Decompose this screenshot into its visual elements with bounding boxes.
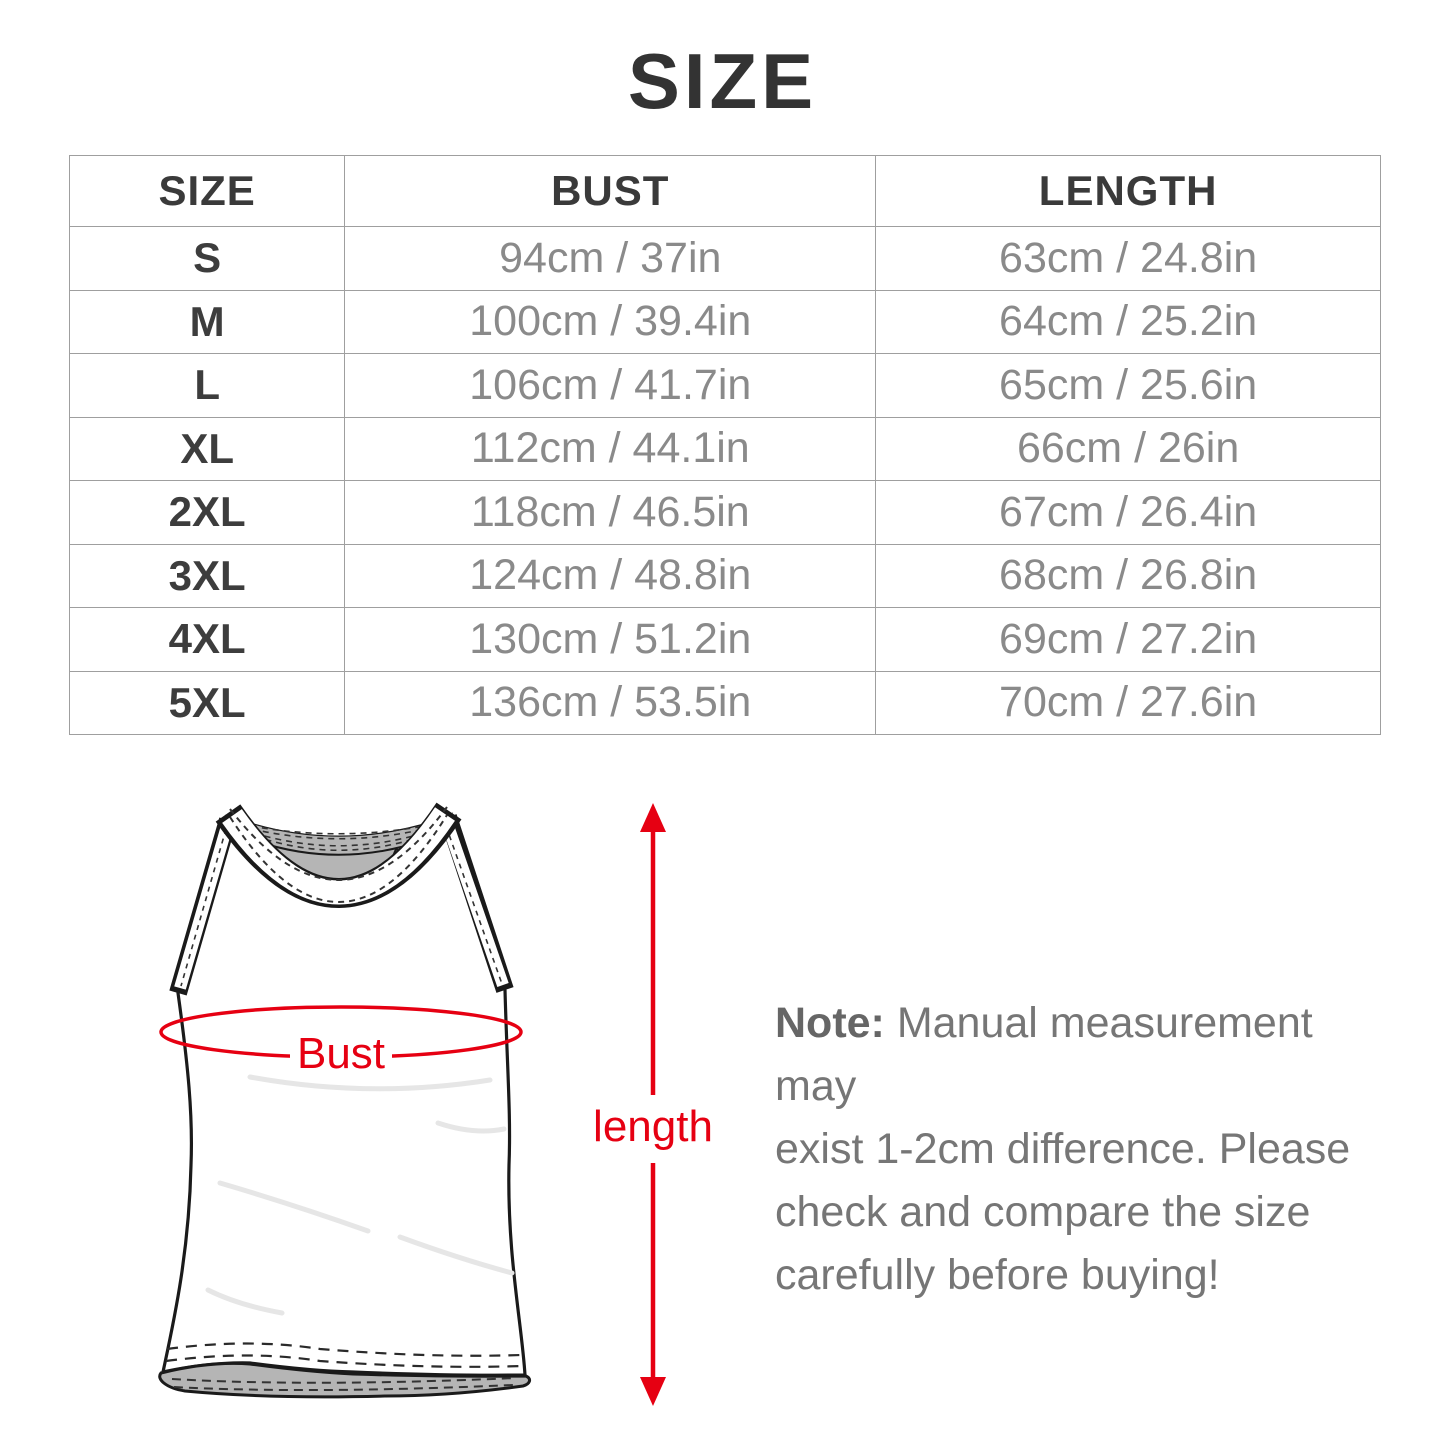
bust-cell: 124cm / 48.8in — [345, 544, 876, 608]
length-cell: 63cm / 24.8in — [876, 227, 1381, 291]
table-row — [70, 417, 1381, 481]
page-title: SIZE — [627, 37, 818, 125]
length-cell: 69cm / 27.2in — [876, 608, 1381, 672]
size-cell: 4XL — [70, 608, 345, 672]
length-cell: 64cm / 25.2in — [876, 290, 1381, 354]
length-cell: 65cm / 25.6in — [876, 354, 1381, 418]
note-line-1: Manual measurement may — [775, 999, 1313, 1110]
size-cell: XL — [70, 417, 345, 481]
table-row — [70, 354, 1381, 418]
size-cell: S — [70, 227, 345, 291]
length-cell: 66cm / 26in — [876, 417, 1381, 481]
table-row — [70, 671, 1381, 735]
size-cell: 5XL — [70, 671, 345, 735]
length-arrow-down-icon — [640, 1377, 666, 1406]
note-line-2: exist 1-2cm difference. Please — [775, 1125, 1351, 1173]
size-cell: M — [70, 290, 345, 354]
note-line-4: carefully before buying! — [775, 1251, 1220, 1299]
bust-cell: 94cm / 37in — [345, 227, 876, 291]
bust-cell: 100cm / 39.4in — [345, 290, 876, 354]
header-size: SIZE — [70, 156, 345, 227]
bust-cell: 118cm / 46.5in — [345, 481, 876, 545]
table-row — [70, 290, 1381, 354]
size-cell: L — [70, 354, 345, 418]
note-text — [775, 992, 1375, 1307]
bust-cell: 130cm / 51.2in — [345, 608, 876, 672]
length-measurement — [593, 803, 713, 1406]
header-length: LENGTH — [876, 156, 1381, 227]
table-row — [70, 481, 1381, 545]
length-cell: 67cm / 26.4in — [876, 481, 1381, 545]
table-row — [70, 227, 1381, 291]
bust-cell: 136cm / 53.5in — [345, 671, 876, 735]
tank-top-illustration — [160, 807, 530, 1397]
bust-cell: 112cm / 44.1in — [345, 417, 876, 481]
table-header-row — [70, 156, 1381, 227]
length-cell: 70cm / 27.6in — [876, 671, 1381, 735]
table-row — [70, 608, 1381, 672]
size-cell: 3XL — [70, 544, 345, 608]
length-label: length — [593, 1102, 713, 1151]
header-bust: BUST — [345, 156, 876, 227]
size-table — [69, 155, 1381, 735]
note-label: Note: — [775, 999, 885, 1047]
note-line-3: check and compare the size — [775, 1188, 1311, 1236]
table-row — [70, 544, 1381, 608]
length-cell: 68cm / 26.8in — [876, 544, 1381, 608]
garment-measurement-diagram — [70, 785, 760, 1445]
length-arrow-up-icon — [640, 803, 666, 832]
bust-cell: 106cm / 41.7in — [345, 354, 876, 418]
bust-label: Bust — [296, 1029, 386, 1078]
size-cell: 2XL — [70, 481, 345, 545]
